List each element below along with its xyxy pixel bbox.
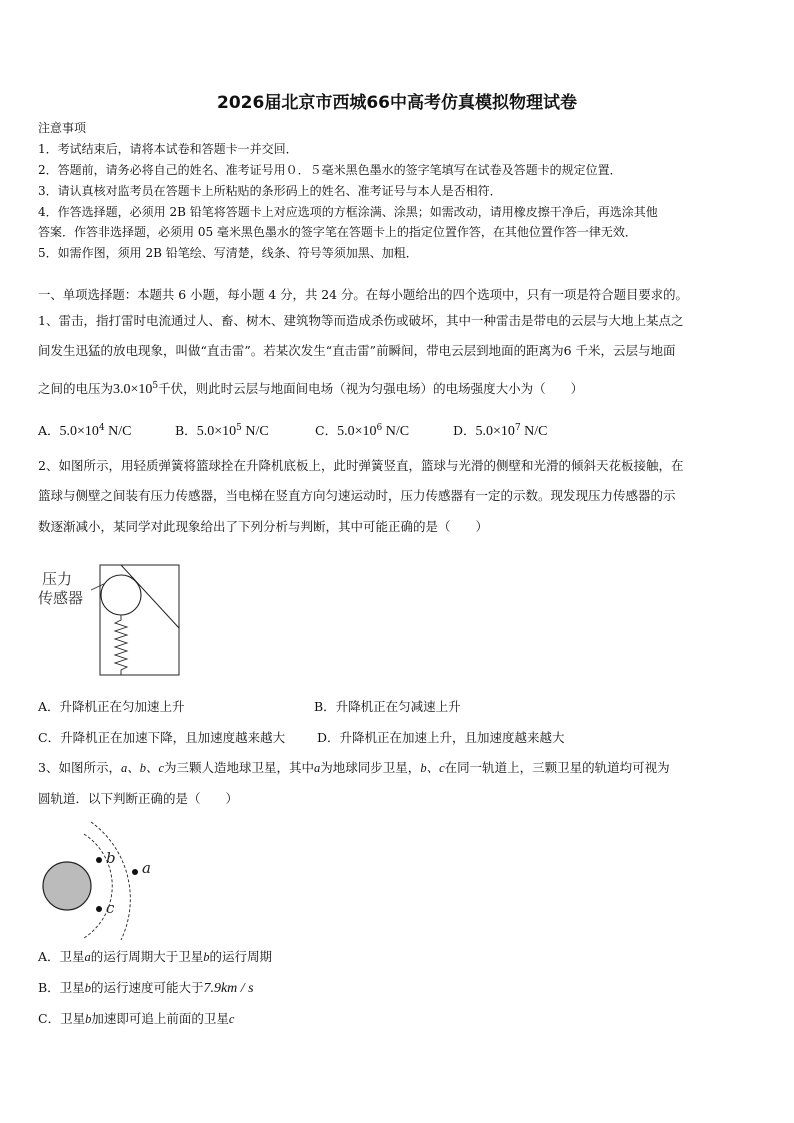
satellite-orbits-figure bbox=[36, 820, 166, 940]
exam-title: 2026届北京市西城66中高考仿真模拟物理试卷 bbox=[217, 93, 577, 113]
option-text: 的运行速度可能大于 bbox=[90, 980, 204, 995]
q1-line-3 bbox=[38, 378, 583, 398]
option-label: C． bbox=[315, 423, 338, 438]
q2-line-1: 2、如图所示，用轻质弹簧将篮球拴在升降机底板上，此时弹簧竖直，篮球与光滑的侧壁和光滑的倾斜天花板接触，在 bbox=[38, 458, 684, 473]
q1-line-3-pre: 之间的电压为 bbox=[38, 381, 114, 397]
q2-line-3: 数逐渐减小，某同学对此现象给出了下列分析与判断，其中可能正确的是（ ） bbox=[38, 519, 489, 534]
notice-item-4-cont: 答案．作答非选择题，必须用 05 毫米黑色墨水的签字笔在答题卡上的指定位置作答，在其他位置作答一律无效． bbox=[38, 225, 637, 239]
label-a: a bbox=[142, 859, 151, 877]
notice-item-1: 1．考试结束后，请将本试卷和答题卡一并交回． bbox=[38, 142, 298, 156]
section-heading: 一、单项选择题：本题共 6 小题，每小题 4 分，共 24 分。在每小题给出的四个选项中，只有一项是符合题目要求的。 bbox=[38, 287, 688, 302]
q1-option-c[interactable] bbox=[315, 421, 409, 440]
option-label: A． bbox=[38, 423, 60, 438]
option-unit: N/C bbox=[382, 424, 410, 439]
q2-line-2: 篮球与侧壁之间装有压力传感器，当电梯在竖直方向匀速运动时，压力传感器有一定的示数。现发现压力传感器的示 bbox=[38, 488, 676, 503]
option-var: b bbox=[203, 950, 210, 964]
q1-line-3-post: 千伏，则此时云层与地面间电场（视为匀强电场）的电场强度大小为（ ） bbox=[158, 381, 584, 397]
notice-item-2: 2．答题前，请务必将自己的姓名、准考证号用０．５毫米黑色墨水的签字笔填写在试卷及答题卡的规定位置． bbox=[38, 163, 622, 177]
q3-var-bc: b、c bbox=[420, 761, 445, 775]
option-var: c bbox=[228, 1012, 235, 1026]
option-label: B． bbox=[175, 423, 197, 438]
q1-option-b[interactable] bbox=[175, 421, 269, 440]
option-exponent: 6 bbox=[376, 422, 383, 433]
outer-orbit bbox=[91, 822, 130, 940]
q2-option-a[interactable]: A．升降机正在匀加速上升 bbox=[38, 699, 185, 714]
satellite-c bbox=[96, 906, 102, 912]
q2-option-b[interactable]: B．升降机正在匀减速上升 bbox=[314, 699, 461, 714]
q1-option-a[interactable] bbox=[38, 421, 132, 440]
q3-text: 为三颗人造地球卫星，其中 bbox=[164, 760, 315, 775]
option-exponent: 5 bbox=[236, 422, 242, 433]
figure-label-pressure: 压力 bbox=[42, 570, 73, 588]
q2-option-d[interactable]: D．升降机正在加速上升，且加速度越来越大 bbox=[317, 730, 565, 745]
notice-item-5: 5．如需作图，须用 2B 铅笔绘、写清楚，线条、符号等须加黑、加粗． bbox=[38, 246, 418, 260]
label-b: b bbox=[106, 849, 116, 867]
figure-label-sensor: 传感器 bbox=[38, 589, 84, 607]
q1-option-d[interactable] bbox=[453, 421, 548, 440]
satellite-b bbox=[96, 857, 102, 863]
q3-option-a[interactable] bbox=[38, 947, 272, 965]
q3-text: 3、如图所示， bbox=[38, 760, 121, 775]
option-unit: N/C bbox=[104, 424, 132, 439]
option-unit: N/C bbox=[241, 424, 269, 439]
basketball bbox=[101, 575, 141, 615]
q1-voltage-exponent: 5 bbox=[152, 381, 159, 391]
option-text: C．卫星 bbox=[38, 1011, 86, 1026]
q1-line-2: 间发生迅猛的放电现象，叫做“直击雷”。若某次发生“直击雷”前瞬间，带电云层到地面的距离为6 千米，云层与地面 bbox=[38, 343, 676, 358]
option-exponent: 7 bbox=[514, 422, 521, 433]
option-unit: N/C bbox=[520, 424, 548, 439]
option-text: 的运行周期大于卫星 bbox=[90, 949, 204, 964]
option-value: 7.9km / s bbox=[203, 981, 254, 996]
option-mantissa: 5.0×10 bbox=[337, 424, 377, 439]
q3-line-1 bbox=[38, 760, 670, 776]
q3-vars: a、b、c bbox=[120, 761, 165, 775]
option-label: D． bbox=[453, 423, 476, 438]
elevator-basketball-figure bbox=[36, 560, 186, 680]
q2-option-c[interactable]: C．升降机正在加速下降，且加速度越来越大 bbox=[38, 730, 286, 745]
spring bbox=[115, 615, 127, 675]
q3-line-2: 圆轨道．以下判断正确的是（ ） bbox=[38, 791, 239, 806]
option-text: 加速即可追上前面的卫星 bbox=[91, 1011, 229, 1026]
satellite-a bbox=[132, 869, 138, 875]
option-var: b bbox=[85, 1012, 92, 1026]
earth bbox=[43, 862, 91, 910]
option-text: A．卫星 bbox=[38, 949, 85, 964]
option-mantissa: 5.0×10 bbox=[196, 424, 237, 439]
q3-text: 在同一轨道上，三颗卫星的轨道均可视为 bbox=[444, 760, 670, 775]
q3-option-c[interactable] bbox=[38, 1009, 234, 1027]
notice-item-3: 3．请认真核对监考员在答题卡上所粘贴的条形码上的姓名、准考证号与本人是否相符． bbox=[38, 184, 502, 198]
option-var: a bbox=[84, 950, 91, 964]
option-exponent: 4 bbox=[98, 422, 105, 433]
q1-line-1: 1、雷击，指打雷时电流通过人、畜、树木、建筑物等而造成杀伤或破坏，其中一种雷击是带电的云层与大地上某点之 bbox=[38, 313, 684, 328]
option-text: B．卫星 bbox=[38, 980, 85, 995]
notice-item-4: 4．作答选择题，必须用 2B 铅笔将答题卡上对应选项的方框涂满、涂黑；如需改动，请用橡皮擦干净后，再选涂其他 bbox=[38, 205, 658, 219]
option-mantissa: 5.0×10 bbox=[475, 424, 515, 439]
q1-voltage-mantissa: 3.0×10 bbox=[113, 382, 153, 398]
label-c: c bbox=[106, 899, 115, 917]
option-text: 的运行周期 bbox=[209, 949, 273, 964]
notice-heading: 注意事项 bbox=[38, 121, 87, 135]
q3-var-a: a bbox=[314, 761, 321, 775]
option-var: b bbox=[84, 981, 91, 995]
q3-text: 为地球同步卫星， bbox=[320, 760, 421, 775]
q3-option-b[interactable] bbox=[38, 978, 254, 997]
option-mantissa: 5.0×10 bbox=[59, 424, 99, 439]
